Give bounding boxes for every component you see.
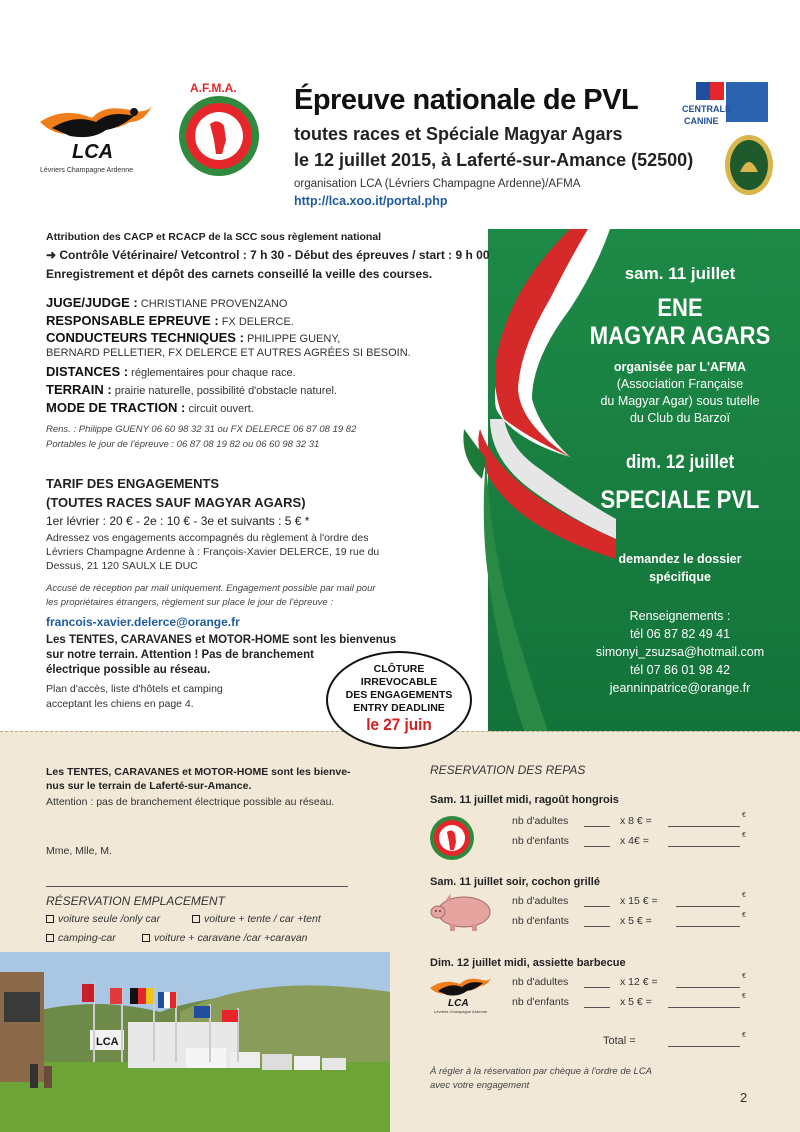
total-label: Total = bbox=[603, 1035, 636, 1047]
checkbox[interactable] bbox=[192, 915, 200, 923]
event2-label: SPECIALE PVL bbox=[600, 486, 760, 514]
option-car-tent[interactable]: voiture + tente / car +tent bbox=[192, 913, 321, 925]
organisation-text: organisation LCA (Lévriers Champagne Ardenne)/AFMA bbox=[294, 178, 581, 190]
bottom-attention: Attention : pas de branchement électrique possible au réseau. bbox=[46, 796, 335, 808]
day1-label: sam. 11 juillet bbox=[624, 264, 736, 283]
accuse-line1: Accusé de réception par mail uniquement. Engagement possible par mail pour bbox=[46, 583, 376, 594]
rens-line1: Rens. : Philippe GUENY 06 60 98 32 31 ou FX DELERCE 06 87 08 19 82 bbox=[46, 424, 357, 435]
centrale-canine-logo bbox=[682, 82, 768, 126]
meal2-adult-count[interactable] bbox=[584, 906, 610, 907]
traction-row: MODE DE TRACTION : circuit ouvert. bbox=[46, 400, 254, 415]
conductors-row2: BERNARD PELLETIER, FX DELERCE ET AUTRES AGRÉES SI BESOIN. bbox=[46, 347, 411, 359]
meal1-child-label: nb d'enfants bbox=[512, 835, 569, 847]
meal2-child-total[interactable] bbox=[676, 926, 740, 927]
meal1-adult-price: x 8 € = bbox=[620, 815, 652, 827]
meal1-child-price: x 4€ = bbox=[620, 835, 649, 847]
day2-label: dim. 12 juillet bbox=[625, 452, 735, 473]
event-date-place: le 12 juillet 2015, à Laferté-sur-Amance (52500) bbox=[294, 150, 694, 170]
cacp-line: Attribution des CACP et RCACP de la SCC sous règlement national bbox=[46, 231, 382, 243]
register-line: Enregistrement et dépôt des carnets conseillé la veille des courses. bbox=[46, 267, 433, 281]
meal3-adult-label: nb d'adultes bbox=[512, 976, 569, 988]
svg-text:Lévriers Champagne Ardenne: Lévriers Champagne Ardenne bbox=[434, 1009, 488, 1014]
organiser-line4: du Club du Barzoï bbox=[629, 411, 731, 425]
address-line2: Lévriers Champagne Ardenne à : François-Xavier DELERCE, 19 rue du bbox=[46, 546, 380, 558]
svg-text:LCA: LCA bbox=[96, 1036, 119, 1048]
vetcontrol-line: ➜ Contrôle Vétérinaire/ Vetcontrol : 7 h 30 - Début des épreuves / start : 9 h 00 bbox=[46, 248, 490, 262]
payment-line2: avec votre engagement bbox=[430, 1080, 530, 1091]
meal2-adult-label: nb d'adultes bbox=[512, 895, 569, 907]
afma-logo bbox=[172, 80, 266, 180]
dossier-line2: spécifique bbox=[649, 570, 711, 584]
accuse-line2: les propriétaires étrangers, règlement sur place le jour de l'épreuve : bbox=[46, 597, 333, 608]
svg-text:A.F.M.A.: A.F.M.A. bbox=[190, 81, 237, 95]
plan-line2: acceptant les chiens en page 4. bbox=[46, 698, 194, 710]
info-email1[interactable]: simonyi_zsuzsa@hotmail.com bbox=[595, 645, 765, 659]
meal2-title: Sam. 11 juillet soir, cochon grillé bbox=[430, 876, 600, 888]
meal2-adult-total[interactable] bbox=[676, 906, 740, 907]
seal-logo bbox=[724, 134, 774, 196]
svg-text:LCA: LCA bbox=[448, 998, 469, 1009]
svg-text:CENTRALE: CENTRALE bbox=[682, 104, 731, 114]
meal1-child-count[interactable] bbox=[584, 846, 610, 847]
terrain-row: TERRAIN : prairie naturelle, possibilité d'obstacle naturel. bbox=[46, 382, 337, 397]
plan-line1: Plan d'accès, liste d'hôtels et camping bbox=[46, 683, 223, 695]
deadline-date: le 27 juin bbox=[366, 715, 432, 734]
contact-email-link[interactable]: francois-xavier.delerce@orange.fr bbox=[46, 615, 240, 629]
euro-sign: € bbox=[742, 832, 746, 839]
meal1-adult-count[interactable] bbox=[584, 826, 610, 827]
civility-label: Mme, Mlle, M. bbox=[46, 845, 112, 857]
rens-line2: Portables le jour de l'épreuve : 06 87 08 19 82 ou 06 60 98 32 31 bbox=[46, 439, 320, 450]
distances-row: DISTANCES : réglementaires pour chaque race. bbox=[46, 364, 296, 379]
meal1-adult-total[interactable] bbox=[668, 826, 740, 827]
bottom-tentes-line2: nus sur le terrain de Laferté-sur-Amance. bbox=[46, 780, 252, 792]
meal1-adult-label: nb d'adultes bbox=[512, 815, 569, 827]
dossier-line1: demandez le dossier bbox=[618, 552, 742, 566]
judge-row: JUGE/JUDGE : CHRISTIANE PROVENZANO bbox=[46, 295, 288, 310]
event1-line2: MAGYAR AGARS bbox=[589, 322, 771, 350]
repas-title: RESERVATION DES REPAS bbox=[430, 763, 586, 777]
meal2-child-label: nb d'enfants bbox=[512, 915, 569, 927]
meal3-child-total[interactable] bbox=[668, 1007, 740, 1008]
euro-sign: € bbox=[742, 993, 746, 1000]
organiser-line3: du Magyar Agar) sous tutelle bbox=[600, 394, 760, 408]
euro-sign: € bbox=[742, 892, 746, 899]
tarif-line: 1er lévrier : 20 € - 2e : 10 € - 3e et suivants : 5 € * bbox=[46, 514, 310, 528]
tarif-title: TARIF DES ENGAGEMENTS bbox=[46, 476, 220, 491]
event1-line1: ENE bbox=[657, 294, 703, 322]
organiser-line1: organisée par L'AFMA bbox=[613, 360, 747, 374]
website-link[interactable]: http://lca.xoo.it/portal.php bbox=[294, 194, 448, 208]
payment-line1: À régler à la réservation par chèque à l'ordre de LCA bbox=[430, 1066, 653, 1077]
deadline-badge: CLÔTURE IRREVOCABLE DES ENGAGEMENTS ENTRY DEADLINE le 27 juin bbox=[326, 651, 472, 749]
tentes-line1: Les TENTES, CARAVANES et MOTOR-HOME sont les bienvenus bbox=[46, 634, 397, 646]
svg-text:Lévriers Champagne Ardenne: Lévriers Champagne Ardenne bbox=[40, 167, 134, 174]
page-number: 2 bbox=[740, 1090, 748, 1105]
euro-sign: € bbox=[742, 812, 746, 819]
address-line3: Dessus, 21 120 SAULX LE DUC bbox=[46, 560, 198, 572]
meal3-adult-count[interactable] bbox=[584, 987, 610, 988]
meal3-adult-total[interactable] bbox=[676, 987, 740, 988]
tentes-line2: sur notre terrain. Attention ! Pas de branchement bbox=[46, 649, 314, 661]
euro-sign: € bbox=[742, 1032, 746, 1039]
page-subtitle: toutes races et Spéciale Magyar Agars bbox=[294, 124, 623, 144]
svg-text:LCA: LCA bbox=[72, 141, 114, 163]
checkbox[interactable] bbox=[142, 934, 150, 942]
address-line1: Adressez vos engagements accompagnés du règlement à l'ordre des bbox=[46, 532, 369, 544]
lca-small-logo bbox=[428, 974, 494, 1014]
option-camping-car[interactable]: camping-car bbox=[46, 932, 116, 944]
meal2-child-count[interactable] bbox=[584, 926, 610, 927]
meal3-child-label: nb d'enfants bbox=[512, 996, 569, 1008]
info-title: Renseignements : bbox=[629, 609, 731, 623]
name-field-line[interactable] bbox=[46, 886, 348, 887]
lca-logo bbox=[34, 100, 156, 176]
option-only-car[interactable]: voiture seule /only car bbox=[46, 913, 160, 925]
meal2-child-price: x 5 € = bbox=[620, 915, 652, 927]
page-title: Épreuve nationale de PVL bbox=[294, 84, 639, 116]
meal3-adult-price: x 12 € = bbox=[620, 976, 658, 988]
campsite-photo bbox=[0, 952, 390, 1132]
meal3-child-price: x 5 € = bbox=[620, 996, 652, 1008]
meal3-title: Dim. 12 juillet midi, assiette barbecue bbox=[430, 957, 626, 969]
emplacement-title: RÉSERVATION EMPLACEMENT bbox=[46, 894, 225, 908]
info-email2[interactable]: jeanninpatrice@orange.fr bbox=[609, 681, 751, 695]
checkbox[interactable] bbox=[46, 934, 54, 942]
meal1-title: Sam. 11 juillet midi, ragoût hongrois bbox=[430, 794, 619, 806]
afma-small-logo bbox=[428, 812, 476, 862]
pig-icon bbox=[428, 892, 496, 932]
tentes-line3: électrique possible au réseau. bbox=[46, 664, 211, 676]
checkbox[interactable] bbox=[46, 915, 54, 923]
meal3-child-count[interactable] bbox=[584, 1007, 610, 1008]
option-car-caravan[interactable]: voiture + caravane /car +caravan bbox=[142, 932, 308, 944]
organiser-line2: (Association Française bbox=[616, 377, 744, 391]
tarif-subtitle: (TOUTES RACES SAUF MAGYAR AGARS) bbox=[46, 495, 306, 510]
bottom-tentes-line1: Les TENTES, CARAVANES et MOTOR-HOME sont les bienve- bbox=[46, 766, 351, 778]
total-field[interactable] bbox=[668, 1046, 740, 1047]
conductors-row: CONDUCTEURS TECHNIQUES : PHILIPPE GUENY, bbox=[46, 330, 341, 345]
info-tel1: tél 06 87 82 49 41 bbox=[629, 627, 731, 641]
info-tel2: tél 07 86 01 98 42 bbox=[629, 663, 731, 677]
svg-text:CANINE: CANINE bbox=[684, 116, 719, 126]
responsible-row: RESPONSABLE EPREUVE : FX DELERCE. bbox=[46, 313, 294, 328]
meal2-adult-price: x 15 € = bbox=[620, 895, 658, 907]
meal1-child-total[interactable] bbox=[668, 846, 740, 847]
euro-sign: € bbox=[742, 912, 746, 919]
euro-sign: € bbox=[742, 973, 746, 980]
